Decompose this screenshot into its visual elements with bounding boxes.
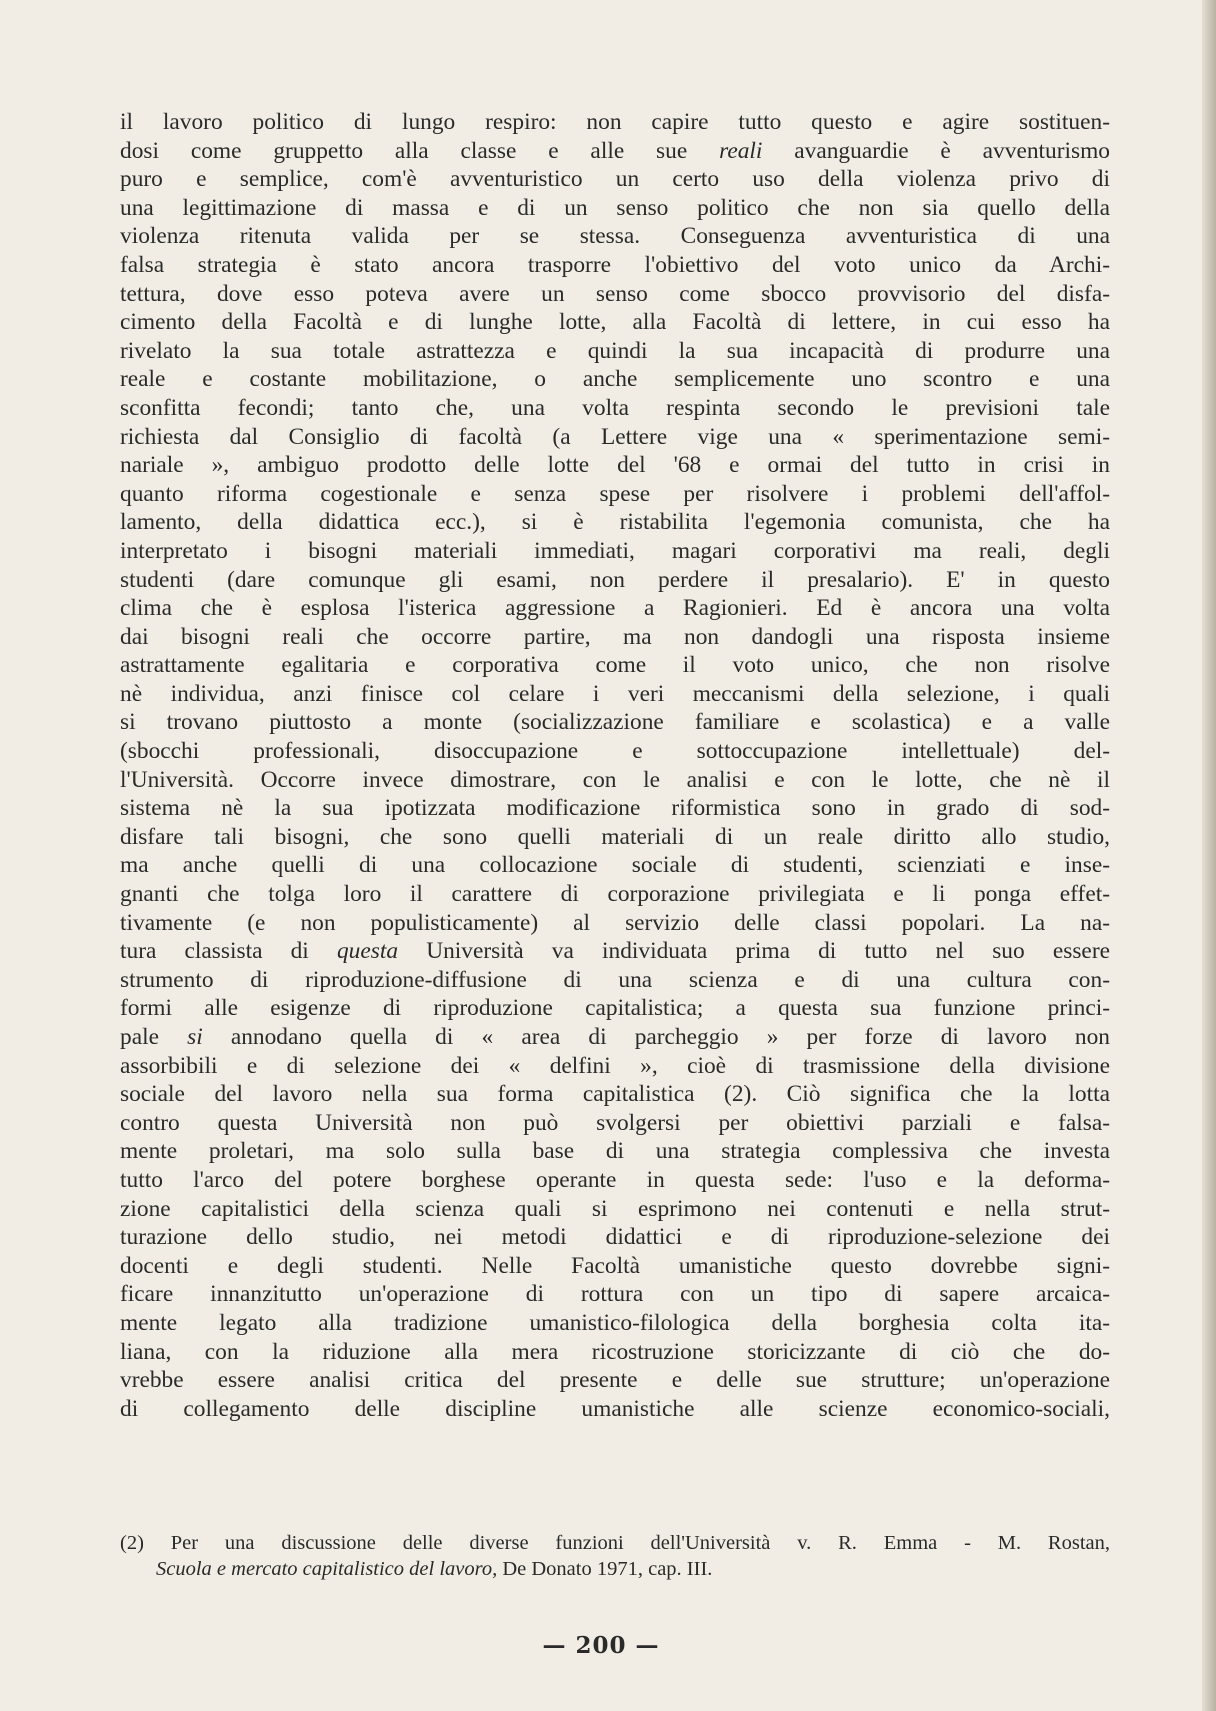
text-line: sistema nè la sua ipotizzata modificazione riformistica sono in grado di sod- [120, 795, 1110, 822]
text-line: strumento di riproduzione-diffusione di una scienza e di una cultura con- [120, 966, 1110, 993]
text-line: ficare innanzitutto un'operazione di rottura con un tipo di sapere arcaica- [120, 1281, 1110, 1308]
emphasis: reali [719, 137, 763, 164]
text-line: cimento della Facoltà e di lunghe lotte, alla Facoltà di lettere, in cui esso ha [120, 309, 1110, 336]
text-line: tutto l'arco del potere borghese operante in questa sede: l'uso e la deforma- [120, 1166, 1110, 1193]
text-line: rivelato la sua totale astrattezza e quindi la sua incapacità di produrre una [120, 337, 1110, 364]
page-number: — 200 — [542, 1632, 660, 1659]
text-line: docenti e degli studenti. Nelle Facoltà umanistiche questo dovrebbe signi- [120, 1252, 1110, 1279]
text-line: formi alle esigenze di riproduzione capitalistica; a questa sua funzione princi- [120, 995, 1110, 1022]
text-line: liana, con la riduzione alla mera ricostruzione storicizzante di ciò che do- [120, 1338, 1110, 1365]
text-line: nè individua, anzi finisce col celare i veri meccanismi della selezione, i quali [120, 680, 1110, 707]
body-text [120, 108, 1110, 1423]
text-line: tura classista di questa Università va individuata prima di tutto nel suo essere [120, 938, 1110, 965]
text-line: mente proletari, ma solo sulla base di una strategia complessiva che investa [120, 1138, 1110, 1165]
page-edge [1202, 0, 1216, 1711]
text-line: assorbibili e di selezione dei « delfini », cioè di trasmissione della divisione [120, 1052, 1110, 1079]
text-line: di collegamento delle discipline umanistiche alle scienze economico-sociali, [120, 1395, 1110, 1422]
text-line: l'Università. Occorre invece dimostrare, con le analisi e con le lotte, che nè il [120, 766, 1110, 793]
text-line: quanto riforma cogestionale e senza spese per risolvere i problemi dell'affol- [120, 480, 1110, 507]
text-line: pale si annodano quella di « area di parcheggio » per forze di lavoro non [120, 1024, 1111, 1050]
emphasis: si [187, 1024, 203, 1050]
text-line: una legittimazione di massa e di un senso politico che non sia quello della [120, 194, 1110, 221]
text-line: si trovano piuttosto a monte (socializzazione familiare e scolastica) e a valle [120, 709, 1110, 736]
text-line: ma anche quelli di una collocazione sociale di studenti, scienziati e inse- [120, 852, 1110, 879]
text-line: puro e semplice, com'è avventuristico un certo uso della violenza privo di [120, 166, 1110, 193]
text-line: (sbocchi professionali, disoccupazione e sottoccupazione intellettuale) del- [120, 738, 1110, 765]
text-line: mente legato alla tradizione umanistico-filologica della borghesia colta ita- [120, 1309, 1110, 1336]
text-line: disfare tali bisogni, che sono quelli materiali di un reale diritto allo studio, [120, 823, 1110, 850]
text-line: zione capitalistici della scienza quali si esprimono nei contenuti e nella strut- [120, 1195, 1110, 1222]
text-line: studenti (dare comunque gli esami, non perdere il presalario). E' in questo [120, 566, 1110, 593]
text-line: dosi come gruppetto alla classe e alle sue reali avanguardie è avventurismo [120, 137, 1110, 164]
text-line: il lavoro politico di lungo respiro: non capire tutto questo e agire sostituen- [120, 109, 1110, 135]
footnote-line: (2) Per una discussione delle diverse funzioni dell'Università v. R. Emma - M. Rostan, [120, 1532, 1110, 1554]
text-line: contro questa Università non può svolgersi per obiettivi parziali e falsa- [120, 1109, 1110, 1136]
text-line: vrebbe essere analisi critica del presente e delle sue strutture; un'operazione [120, 1367, 1110, 1394]
text-line: clima che è esplosa l'isterica aggressione a Ragionieri. Ed è ancora una volta [120, 595, 1110, 622]
text-line: sconfitta fecondi; tanto che, una volta respinta secondo le previsioni tale [120, 394, 1110, 421]
text-line: falsa strategia è stato ancora trasporre l'obiettivo del voto unico da Archi- [120, 251, 1110, 278]
text-line: reale e costante mobilitazione, o anche semplicemente uno scontro e una [120, 366, 1110, 393]
footnote-publisher: De Donato 1971, cap. III. [497, 1558, 713, 1580]
text-line: richiesta dal Consiglio di facoltà (a Lettere vige una « sperimentazione semi- [120, 423, 1110, 450]
text-line: dai bisogni reali che occorre partire, ma non dandogli una risposta insieme [120, 623, 1110, 650]
text-line: sociale del lavoro nella sua forma capitalistica (2). Ciò significa che la lotta [120, 1081, 1110, 1108]
emphasis: questa [336, 938, 399, 965]
text-line: turazione dello studio, nei metodi didattici e di riproduzione-selezione dei [120, 1224, 1110, 1251]
footnote-book-title: Scuola e mercato capitalistico del lavoro, [156, 1558, 498, 1580]
text-line: tettura, dove esso poteva avere un senso come sbocco provvisorio del disfa- [120, 280, 1110, 307]
text-line: violenza ritenuta valida per se stessa. Conseguenza avventuristica di una [120, 223, 1110, 250]
text-line: nariale », ambiguo prodotto delle lotte del '68 e ormai del tutto in crisi in [120, 452, 1110, 479]
text-line: gnanti che tolga loro il carattere di corporazione privilegiata e li ponga effet- [120, 881, 1110, 908]
footnote-line [120, 1556, 1110, 1582]
footnote [120, 1530, 1110, 1582]
text-line: tivamente (e non populisticamente) al servizio delle classi popolari. La na- [120, 909, 1110, 936]
text-line: interpretato i bisogni materiali immediati, magari corporativi ma reali, degli [120, 537, 1110, 564]
text-line: astrattamente egalitaria e corporativa come il voto unico, che non risolve [120, 652, 1110, 679]
text-line: lamento, della didattica ecc.), si è ristabilita l'egemonia comunista, che ha [120, 509, 1110, 536]
